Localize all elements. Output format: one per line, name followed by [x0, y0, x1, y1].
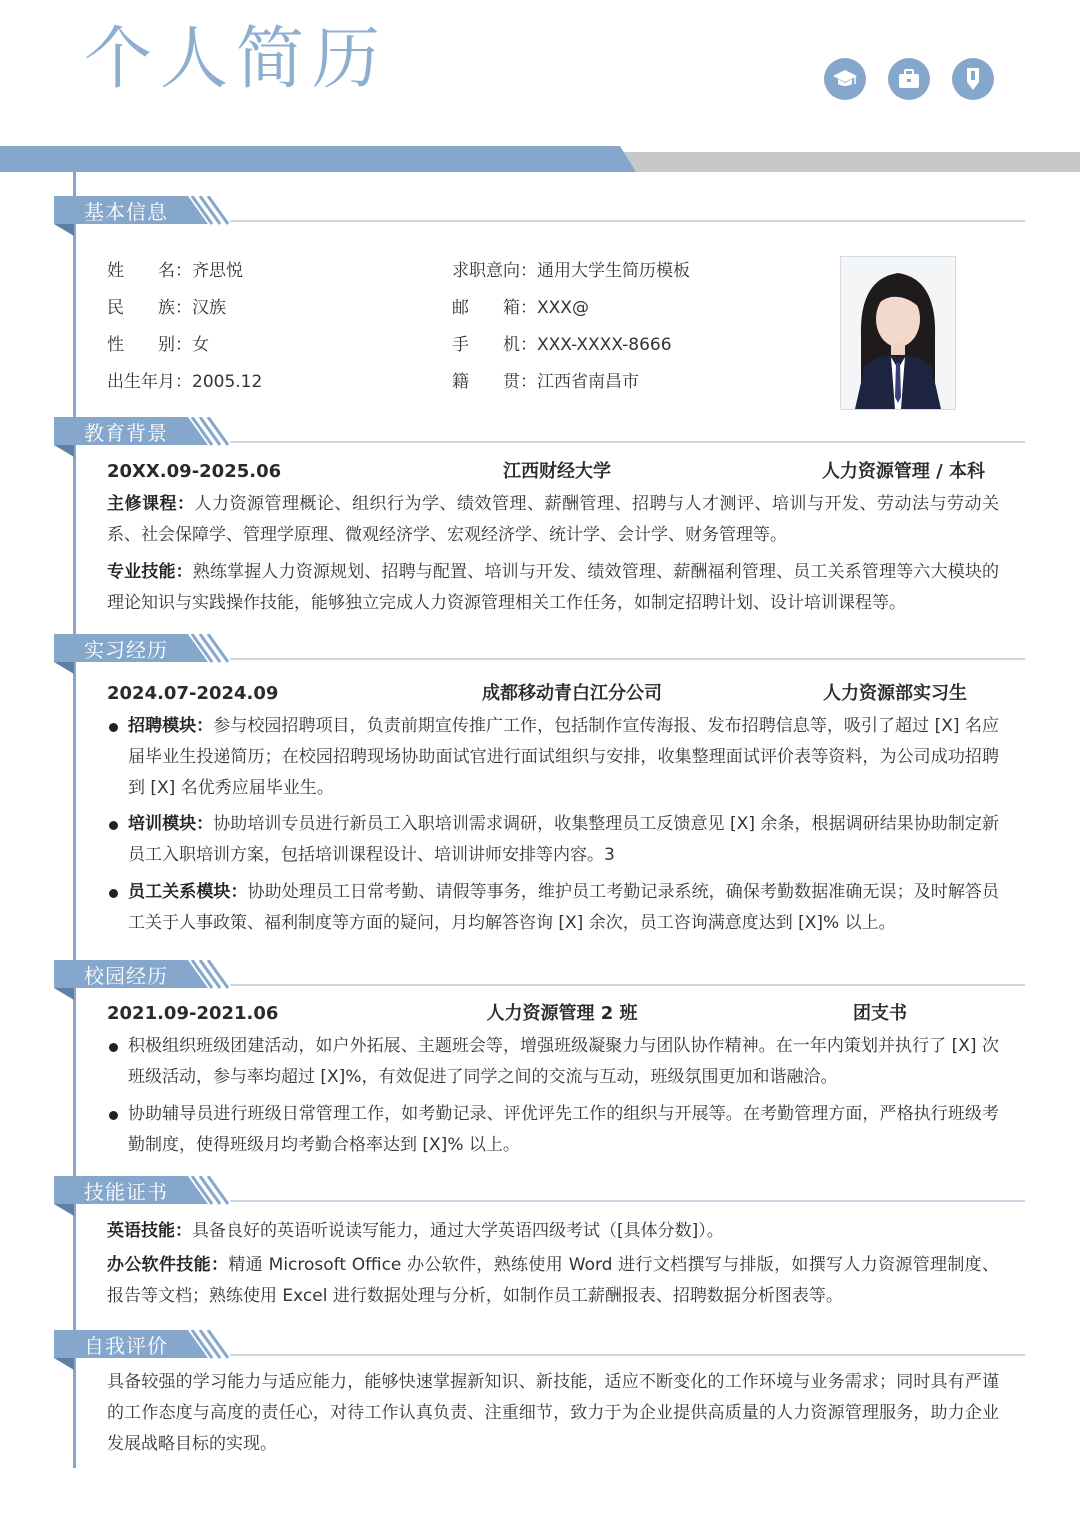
- section-rule: [230, 1200, 1025, 1202]
- campus-summary-row: [107, 1002, 997, 1026]
- internship-company: 成都移动青白江分公司: [482, 683, 662, 704]
- internship-item: 招聘模块：参与校园招聘项目，负责前期宣传推广工作，包括制作宣传海报、发布招聘信息等，吸引了超过 [X] 名应届毕业生投递简历；在校园招聘现场协助面试官进行面试组织与安排，收集整理面试评价表等资料，为公司成功招聘到 [X] 名优秀应届毕业生。: [107, 711, 999, 804]
- internship-role: 人力资源部实习生: [823, 683, 967, 704]
- header-band: [0, 146, 1080, 172]
- education-period: 20XX.09-2025.06: [107, 461, 282, 482]
- field-ethnicity: 民 族：汉族: [107, 298, 226, 318]
- section-campus-header: [54, 960, 1025, 1000]
- timeline-line: [73, 172, 76, 1468]
- certs-office: 办公软件技能：精通 Microsoft Office 办公软件，熟练使用 Word 进行文档撰写与排版，如撰写人力资源管理制度、报告等文档；熟练使用 Excel 进行数据处理与分析，如制作员工薪酬报表、招聘数据分析图表等。: [107, 1255, 1000, 1306]
- section-internship-header: [54, 634, 1025, 674]
- section-title: 教育背景: [84, 421, 168, 445]
- profile-photo: [840, 256, 956, 410]
- section-rule: [230, 441, 1025, 443]
- section-rule: [230, 658, 1025, 660]
- section-education-header: [54, 417, 1025, 457]
- campus-org: 人力资源管理 2 班: [486, 1003, 638, 1024]
- campus-period: 2021.09-2021.06: [107, 1003, 279, 1024]
- section-title: 实习经历: [84, 638, 168, 662]
- campus-item: 积极组织班级团建活动，如户外拓展、主题班会等，增强班级凝聚力与团队协作精神。在一年内策划并执行了 [X] 次班级活动，参与率均超过 [X]%，有效促进了同学之间的交流与互动，班级氛围更加和谐融洽。: [107, 1031, 999, 1093]
- section-certs-header: [54, 1176, 1025, 1216]
- section-rule: [230, 1354, 1025, 1356]
- bullet-dot: [109, 723, 118, 732]
- bullet-dot: [109, 1111, 118, 1120]
- graduation-cap-icon: [824, 58, 866, 100]
- campus-item: 协助辅导员进行班级日常管理工作，如考勤记录、评优评先工作的组织与开展等。在考勤管理方面，严格执行班级考勤制度，使得班级月均考勤合格率达到 [X]% 以上。: [107, 1099, 999, 1161]
- internship-summary-row: [107, 682, 997, 706]
- section-title: 校园经历: [84, 964, 168, 988]
- education-major: 人力资源管理 / 本科: [821, 461, 985, 482]
- field-intent: 求职意向：通用大学生简历模板: [452, 261, 690, 281]
- section-title: 基本信息: [84, 200, 168, 224]
- field-origin: 籍 贯：江西省南昌市: [452, 372, 639, 392]
- internship-item: 员工关系模块：协助处理员工日常考勤、请假等事务，维护员工考勤记录系统，确保考勤数据准确无误；及时解答员工关于人事政策、福利制度等方面的疑问，月均解答咨询 [X] 余次，员工咨询满意度达到 [X]% 以上。: [107, 877, 999, 939]
- field-phone: 手 机：XXX-XXXX-8666: [452, 335, 672, 355]
- bullet-dot: [109, 1043, 118, 1052]
- internship-item: 培训模块：协助培训专员进行新员工入职培训需求调研，收集整理员工反馈意见 [X] 余条，根据调研结果协助制定新员工入职培训方案，包括培训课程设计、培训讲师安排等内容。3: [107, 809, 999, 871]
- pen-icon: [952, 58, 994, 100]
- internship-period: 2024.07-2024.09: [107, 683, 279, 704]
- field-name: 姓 名：齐思悦: [107, 261, 243, 281]
- field-email: 邮 箱：XXX@: [452, 298, 589, 318]
- education-school: 江西财经大学: [503, 461, 611, 482]
- section-title: 技能证书: [84, 1180, 168, 1204]
- header-icons: [824, 58, 994, 100]
- campus-role: 团支书: [853, 1003, 907, 1024]
- section-basic-header: [54, 196, 1025, 236]
- bullet-dot: [109, 889, 118, 898]
- section-self-header: [54, 1330, 1025, 1370]
- section-rule: [230, 984, 1025, 986]
- bullet-dot: [109, 821, 118, 830]
- field-birth: 出生年月：2005.12: [107, 372, 263, 392]
- certs-english: 英语技能：具备良好的英语听说读写能力，通过大学英语四级考试（[具体分数]）。: [107, 1221, 724, 1241]
- section-rule: [230, 220, 1025, 222]
- section-title: 自我评价: [84, 1334, 168, 1358]
- briefcase-icon: [888, 58, 930, 100]
- field-gender: 性 别：女: [107, 335, 209, 355]
- education-skills: 专业技能：熟练掌握人力资源规划、招聘与配置、培训与开发、绩效管理、薪酬福利管理、员工关系管理等六大模块的理论知识与实践操作技能，能够独立完成人力资源管理相关工作任务，如制定招聘计划、设计培训课程等。: [107, 562, 1000, 613]
- education-summary-row: [107, 460, 997, 484]
- education-courses: 主修课程：人力资源管理概论、组织行为学、绩效管理、薪酬管理、招聘与人才测评、培训与开发、劳动法与劳动关系、社会保障学、管理学原理、微观经济学、宏观经济学、统计学、会计学、财务管理等。: [107, 494, 999, 545]
- self-evaluation: 具备较强的学习能力与适应能力，能够快速掌握新知识、新技能，适应不断变化的工作环境与业务需求；同时具有严谨的工作态度与高度的责任心，对待工作认真负责、注重细节，致力于为企业提供高质量的人力资源管理服务，助力企业发展战略目标的实现。: [107, 1372, 999, 1454]
- page-title: 个人简历: [84, 20, 389, 99]
